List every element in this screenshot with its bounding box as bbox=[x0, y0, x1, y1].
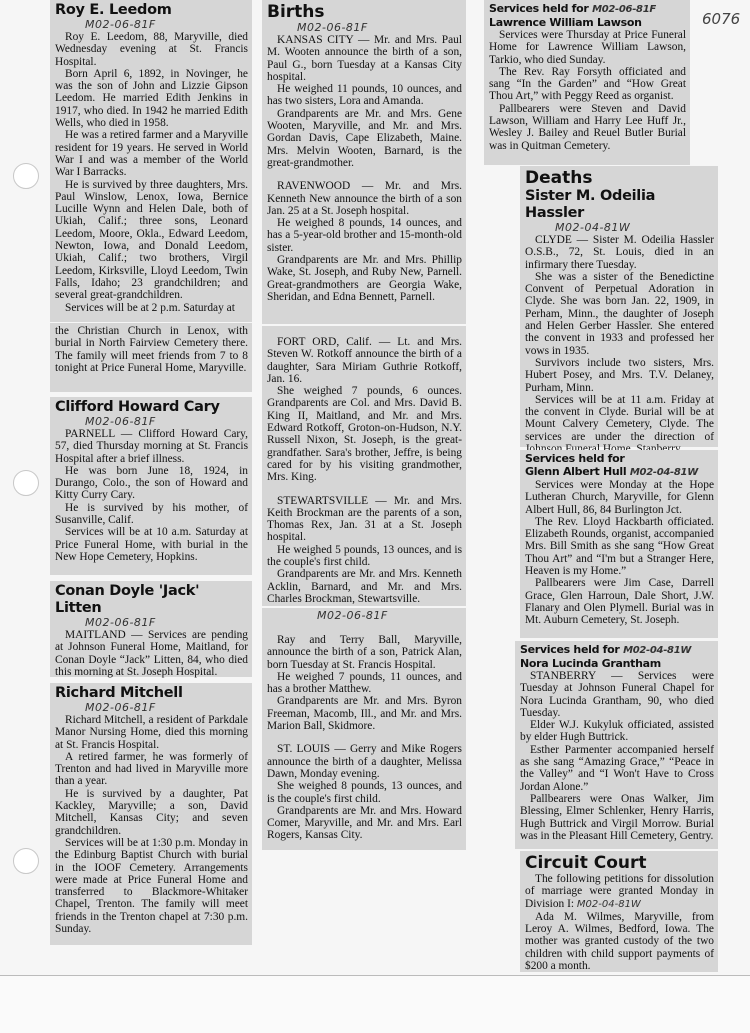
births-section bbox=[262, 0, 466, 324]
deaths-hassler bbox=[520, 166, 718, 447]
page-number-note: 6076 bbox=[702, 10, 741, 28]
intro-text: The following petitions for dissolution of marriage were granted Monday in Division I: bbox=[525, 873, 714, 910]
births-ball-rogers bbox=[262, 608, 466, 850]
paragraph: Ada M. Wilmes, Maryville, from Leroy A. Wilmes, Bedford, Iowa. The mother was granted custody of the two children with child support payments of $200 a month. bbox=[525, 910, 714, 973]
paragraph: Roy E. Leedom, 88, Maryville, died Wednesday evening at St. Francis Hospital. bbox=[55, 31, 248, 68]
circuit-court bbox=[520, 851, 718, 972]
paragraph: Grandparents are Mr. and Mrs. Phillip Wake, St. Joseph, and Ruby New, Parnell. Great-grandmothers are Georgia Wake, Sheridan, and Edna Bennett, Parnell. bbox=[267, 254, 462, 303]
paragraph: He weighed 11 pounds, 10 ounces, and has two sisters, Lora and Amanda. bbox=[267, 83, 462, 108]
handwritten-note: M02-06-81F bbox=[85, 18, 156, 31]
handwritten-note: M02-04-81W bbox=[576, 898, 641, 910]
paragraph: He was a retired farmer and a Maryville resident for 19 years. He served in World War I and was a member of the World War I Barracks. bbox=[55, 129, 248, 179]
paragraph: She weighed 8 pounds, 13 ounces, and is the couple's first child. bbox=[267, 780, 462, 805]
binder-hole bbox=[13, 163, 39, 189]
paragraph: He is survived by a daughter, Pat Kackley, Maryville; a son, David Mitchell, Kansas City; and seven grandchildren. bbox=[55, 787, 248, 837]
obituary-title: Nora Lucinda Grantham bbox=[520, 657, 661, 670]
services-hull bbox=[520, 450, 718, 638]
paragraph: Grandparents are Mr. and Mrs. Gene Wooten, Maryville, and Mr. and Mrs. Gordan Davis, Cape Elizabeth, Maine. Mrs. Melvin Wooten, Barnard, is the great-grandmother. bbox=[267, 107, 462, 169]
paragraph: He was born June 18, 1924, in Durango, Colo., the son of Howard and Kitty Curry Cary. bbox=[55, 464, 248, 502]
paragraph: She was a sister of the Benedictine Convent of Perpetual Adoration in Clyde. She was born Jan. 22, 1909, in Perham, Minn., the daughter of Joseph and Helen Gerber Hassler. She entered the convent in 1933 and professed her vows in 1935. bbox=[525, 270, 714, 357]
paragraph: Services will be at 1:30 p.m. Monday in the Edinburg Baptist Church with burial in the IOOF Cemetery. Arrangements were made at Price Funeral Home and transferred to Blackmore-Whitaker Chapel, Trenton. The family will meet friends in the Trenton chapel at 7:30 p.m. Sunday. bbox=[55, 836, 248, 936]
paragraph: MAITLAND — Services are pending at Johnson Funeral Home, Maitland, for Conan Doyle “Jack” Litten, 84, who died this morning at St. Joseph Hospital. bbox=[55, 629, 248, 678]
paragraph: Esther Parmenter accompanied herself as she sang “Amazing Grace,” “Peace in the Valley” and “I Won't Have to Cross Jordan Alone.” bbox=[520, 743, 714, 793]
handwritten-note: M02-06-81F bbox=[85, 415, 156, 428]
obituary-title: Clifford Howard Cary bbox=[55, 399, 220, 415]
handwritten-note: M02-06-81F bbox=[85, 701, 156, 714]
section-title: Births bbox=[267, 2, 325, 22]
services-lawson bbox=[484, 0, 690, 165]
paragraph: PARNELL — Clifford Howard Cary, 57, died Thursday morning at St. Francis Hospital after a brief illness. bbox=[55, 428, 248, 465]
paragraph: Services will be at 2 p.m. Saturday at bbox=[65, 301, 235, 314]
handwritten-note: M02-04-81W bbox=[555, 221, 631, 234]
paragraph: CLYDE — Sister M. Odeilia Hassler O.S.B., 72, St. Louis, died in an infirmary there Tuesday. bbox=[525, 234, 714, 271]
obituary-title: Sister M. Odeilia Hassler bbox=[525, 188, 656, 221]
heading-prefix: Services held for bbox=[525, 452, 625, 465]
page-margin bbox=[0, 976, 750, 1033]
paragraph: Pallbearers were Steven and David Lawson, William and Harry Lee Huff Jr., Wesley J. Bailey and Reuel Butler Burial was in Quitman Cemetery. bbox=[489, 102, 686, 152]
handwritten-note: M02-04-81W bbox=[623, 645, 692, 656]
paragraph: Richard Mitchell, a resident of Parkdale Manor Nursing Home, died this morning at St. Francis Hospital. bbox=[55, 714, 248, 751]
handwritten-note: M02-06-81F bbox=[297, 21, 368, 34]
paragraph: Services will be at 11 a.m. Friday at the convent in Clyde. Burial will be at Mount Calvery Cemetery, Clyde. The services are under the direction of bbox=[525, 393, 714, 443]
binder-hole bbox=[13, 848, 39, 874]
paragraph: Ray and Terry Ball, Maryville, announce the birth of a son, Patrick Alan, born Tuesday at St. Francis Hospital. bbox=[267, 634, 462, 671]
obituary-title: Glenn Albert Hull bbox=[525, 465, 627, 478]
paragraph: He is survived by his mother, of Susanville, Calif. bbox=[55, 501, 248, 527]
paragraph: The Rev. Lloyd Hackbarth officiated. Elizabeth Rounds, organist, accompanied Mrs. Bill Smith as she sang “How Great Thou Art” and “I'm but a Stranger Here, Heaven is my Home.” bbox=[525, 515, 714, 578]
section-title: Circuit Court bbox=[525, 853, 647, 873]
obituary-roy-leedom bbox=[50, 0, 252, 322]
paragraph: ST. LOUIS — Gerry and Mike Rogers announce the birth of a daughter, Melissa Dawn, Monday evening. bbox=[267, 743, 462, 780]
handwritten-note: M02-06-81F bbox=[85, 616, 156, 629]
binder-hole bbox=[13, 470, 39, 496]
services-grantham bbox=[515, 641, 718, 849]
paragraph: Services were Thursday at Price Funeral Home for Lawrence William Lawson, Tarkio, who died Sunday. bbox=[489, 29, 686, 66]
births-fort-ord-stewartsville bbox=[262, 326, 466, 606]
obituary-title: Lawrence William Lawson bbox=[489, 16, 642, 29]
paragraph: Grandparents are Mr. and Mrs. Howard Comer, Maryville, and Mr. and Mrs. Earl Rogers, Kansas City. bbox=[267, 804, 462, 842]
paragraph: FORT ORD, Calif. — Lt. and Mrs. Steven W. Rotkoff announce the birth of a daughter, Sara Miriam Guthrie Rotkoff, Jan. 16. bbox=[267, 336, 462, 385]
paragraph: He is survived by three daughters, Mrs. Paul Winslow, Lenox, Iowa, Bernice Lucille Wynn and Helen Dale, both of Ukiah, Calif.; three sons, Leonard Leedom, Moore, Okla., Edward Leedom, Newton, Iowa, and Donald Leedom, Ukiah, Calif.; two brothers, Virgil Leedom, Kirksville, Lloyd Leedom, Twin Falls, Idaho; 23 grandchildren; and several great-grandchildren. bbox=[55, 178, 248, 302]
paragraph: Services were Monday at the Hope Lutheran Church, Maryville, for Glenn Albert Hull, 86, 84 Burlington Jct. bbox=[525, 479, 714, 516]
obituary-conan-litten bbox=[50, 581, 252, 677]
paragraph: Pallbearers were Jim Case, Darrell Grace, Glen Harroun, Dale Short, J.W. Flanary and Olen Plymell. Burial was in Mt. Auburn Cemetery, St. Joseph. bbox=[525, 577, 714, 627]
paragraph: Elder W.J. Kukyluk officiated, assisted by elder Hugh Buttrick. bbox=[520, 719, 714, 744]
obituary-title: Roy E. Leedom bbox=[55, 2, 172, 18]
paragraph: STEWARTSVILLE — Mr. and Mrs. Keith Brockman are the parents of a son, Thomas Rex, Jan. 31 at a St. Joseph hospital. bbox=[267, 494, 462, 544]
obituary-title: Richard Mitchell bbox=[55, 685, 183, 701]
handwritten-note: M02-04-81W bbox=[629, 467, 698, 478]
handwritten-note: M02-06-81F bbox=[592, 4, 656, 15]
paragraph: Pallbearers were Onas Walker, Jim Blessing, Elmer Schlenker, Henry Harris, Hugh Buttrick and Virgil Morrow. Burial was in the Pleasant Hill Cemetery, Gentry. bbox=[520, 792, 714, 842]
heading-prefix: Services held for bbox=[520, 643, 620, 656]
obituary-clifford-cary bbox=[50, 397, 252, 575]
obituary-title: Conan Doyle 'Jack' Litten bbox=[55, 583, 200, 616]
paragraph: She weighed 7 pounds, 6 ounces. Grandparents are Col. and Mrs. David B. King II, Maitland, and Mr. and Mrs. Edward Rotkoff, Groton-on-Hudson, N.Y. Russell Nixon, St. Joseph, is the great-grandfather. Sara's brother, Jeffre, is being cared for by his visiting grandmother, Mrs. King. bbox=[267, 385, 462, 484]
paragraph: RAVENWOOD — Mr. and Mrs. Kenneth New announce the birth of a son Jan. 25 at a St. Joseph hospital. bbox=[267, 180, 462, 217]
paragraph: Grandparents are Mr. and Mrs. Byron Freeman, Macomb, Ill., and Mr. and Mrs. Marion Ball, Skidmore. bbox=[267, 695, 462, 733]
paragraph: Services will be at 10 a.m. Saturday at Price Funeral Home, with burial in the New Hope Cemetery, Hopkins. bbox=[55, 526, 248, 563]
paragraph: Survivors include two sisters, Mrs. Hubert Posey, and Mrs. T.V. Delaney, Purham, Minn. bbox=[525, 356, 714, 394]
paragraph: He weighed 5 pounds, 13 ounces, and is the couple's first child. bbox=[267, 543, 462, 569]
paragraph: Grandparents are Mr. and Mrs. Kenneth Acklin, Barnard, and Mr. and Mrs. Charles Brockman, Stewartsville. bbox=[267, 568, 462, 605]
obituary-richard-mitchell bbox=[50, 683, 252, 945]
obituary-roy-leedom-continued bbox=[50, 323, 252, 392]
paragraph: KANSAS CITY — Mr. and Mrs. Paul M. Wooten announce the birth of a son, Paul G., born Tuesday at a Kansas City hospital. bbox=[267, 34, 462, 83]
heading-prefix: Services held for bbox=[489, 2, 589, 15]
paragraph: Born April 6, 1892, in Novinger, he was the son of John and Lizzie Gipson Leedom. He married Edith Jenkins in 1917, who died. In 1942 he married Edith Wells, who died in 1958. bbox=[55, 67, 248, 130]
section-title: Deaths bbox=[525, 168, 593, 188]
paragraph: STANBERRY — Services were Tuesday at Johnson Funeral Chapel for Nora Lucinda Grantham, 90, who died Tuesday. bbox=[520, 670, 714, 719]
paragraph: A retired farmer, he was formerly of Trenton and had lived in Maryville more than a year. bbox=[55, 750, 248, 788]
paragraph: He weighed 8 pounds, 14 ounces, and has a 5-year-old brother and 15-month-old sister. bbox=[267, 217, 462, 254]
handwritten-note: M02-06-81F bbox=[317, 609, 388, 622]
paragraph: the Christian Church in Lenox, with burial in North Fairview Cemetery there. The family will meet friends from 7 to 8 tonight at Price Funeral Home, Maryville. bbox=[55, 325, 248, 374]
paragraph: The Rev. Ray Forsyth officiated and sang “In the Garden” and “How Great Thou Art,” with Peggy Reed as organist. bbox=[489, 65, 686, 103]
paragraph: He weighed 7 pounds, 11 ounces, and has a brother Matthew. bbox=[267, 670, 462, 696]
